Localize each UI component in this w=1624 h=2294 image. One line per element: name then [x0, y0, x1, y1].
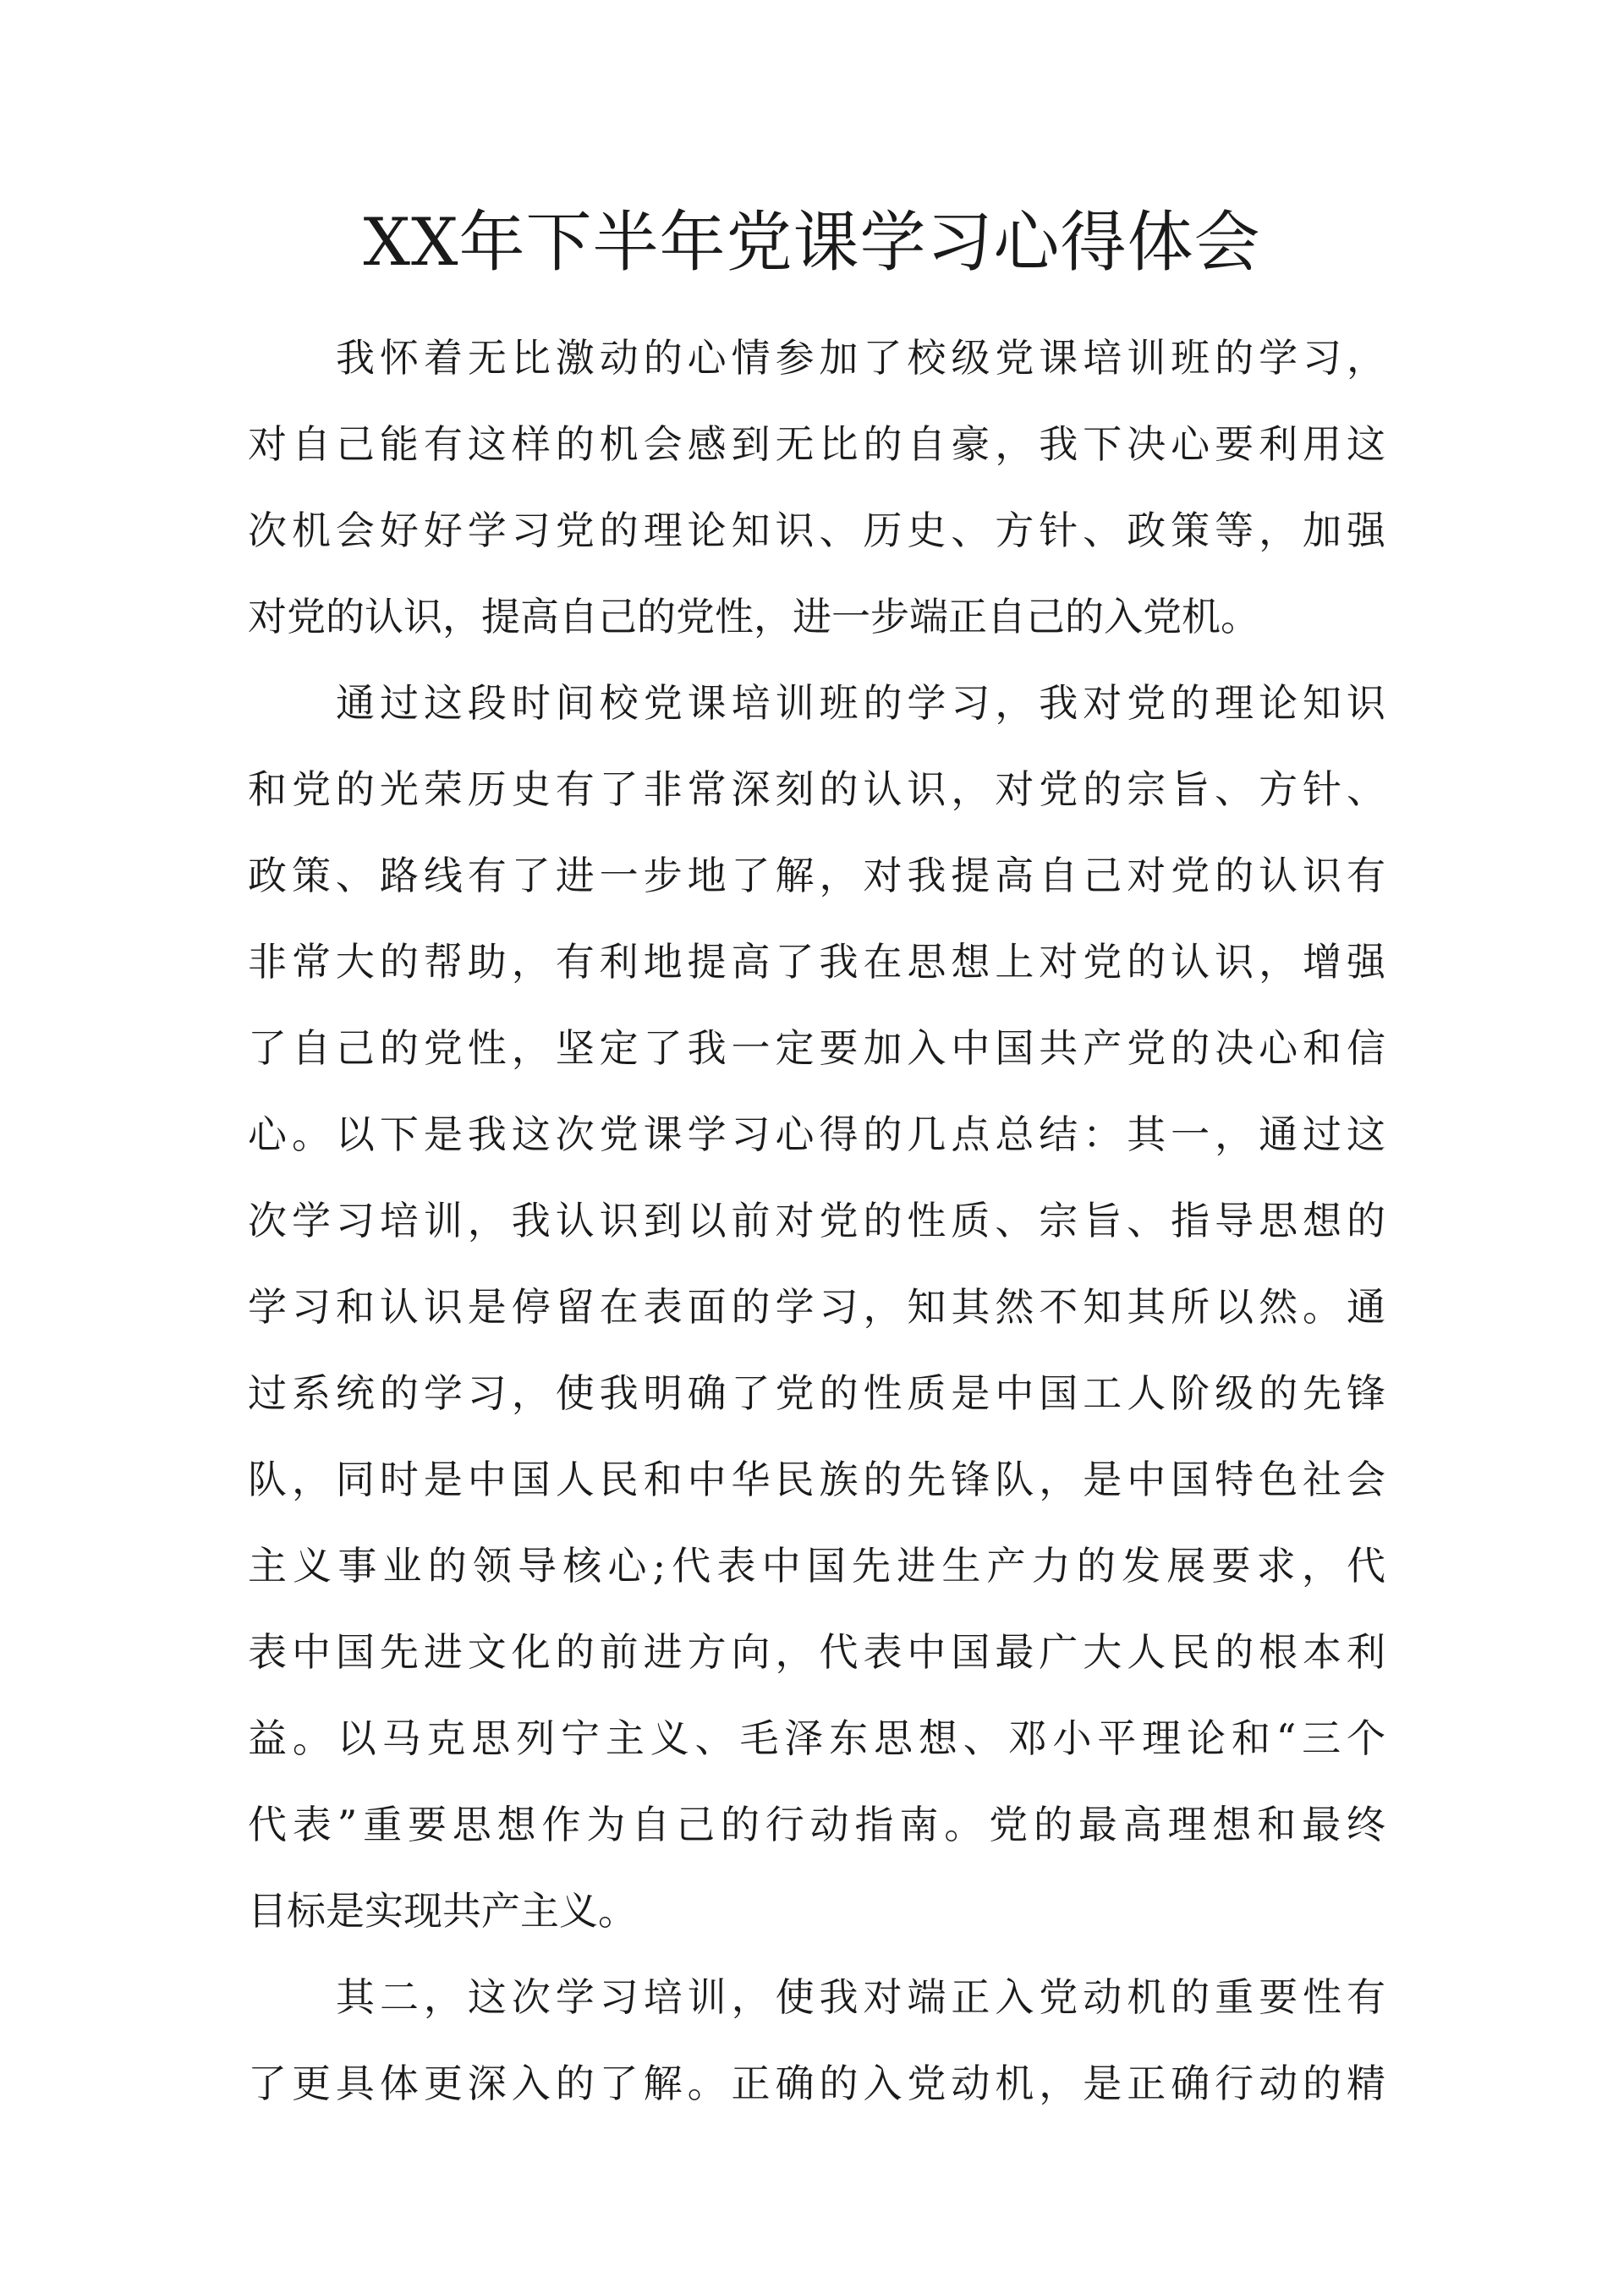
paragraph-3-line-2: 了更具体更深入的了解。正确的入党动机，是正确行动的精	[248, 2061, 1385, 2106]
paragraph-2-line-2: 和党的光荣历史有了非常深刻的认识，对党的宗旨、方针、	[248, 766, 1385, 812]
paragraph-2-line-6: 心。以下是我这次党课学习心得的几点总结：其一，通过这	[248, 1111, 1385, 1157]
paragraph-2-line-12: 表中国先进文化的前进方向，代表中国最广大人民的根本利	[248, 1629, 1385, 1675]
paragraph-2-line-13: 益。以马克思列宁主义、毛泽东思想、邓小平理论和“三个	[248, 1715, 1385, 1761]
paragraph-2-line-3: 政策、路线有了进一步地了解，对我提高自己对党的认识有	[248, 853, 1385, 898]
paragraph-1-line-4: 对党的认识，提高自己的党性，进一步端正自己的入党机。	[248, 594, 1259, 639]
paragraph-2-line-1: 通过这段时间校党课培训班的学习，我对党的理论知识	[336, 680, 1385, 726]
paragraph-2-line-14: 代表”重要思想作为自己的行动指南。党的最高理想和最终	[248, 1802, 1385, 1847]
paragraph-2-line-15: 目标是实现共产主义。	[248, 1888, 637, 1934]
document-title: XX年下半年党课学习心得体会	[363, 205, 1261, 281]
paragraph-2-line-11: 主义事业的领导核心;代表中国先进生产力的发展要求，代	[248, 1543, 1385, 1589]
paragraph-1-line-2: 对自己能有这样的机会感到无比的自豪，我下决心要利用这	[248, 421, 1385, 467]
paragraph-2-line-4: 非常大的帮助，有利地提高了我在思想上对党的认识，增强	[248, 939, 1385, 985]
paragraph-1-line-3: 次机会好好学习党的理论知识、历史、方针、政策等，加强	[248, 508, 1385, 553]
paragraph-1-line-1: 我怀着无比激动的心情参加了校级党课培训班的学习，	[336, 335, 1385, 381]
paragraph-2-line-9: 过系统的学习，使我明确了党的性质是中国工人阶级的先锋	[248, 1370, 1385, 1416]
paragraph-2-line-10: 队，同时是中国人民和中华民族的先锋队，是中国特色社会	[248, 1457, 1385, 1502]
paragraph-3-line-1: 其二，这次学习培训，使我对端正入党动机的重要性有	[336, 1974, 1385, 2020]
paragraph-2-line-8: 学习和认识是停留在表面的学习，知其然不知其所以然。通	[248, 1284, 1385, 1330]
paragraph-2-line-7: 次学习培训，我认识到以前对党的性质、宗旨、指导思想的	[248, 1198, 1385, 1243]
paragraph-2-line-5: 了自己的党性，坚定了我一定要加入中国共产党的决心和信	[248, 1025, 1385, 1071]
